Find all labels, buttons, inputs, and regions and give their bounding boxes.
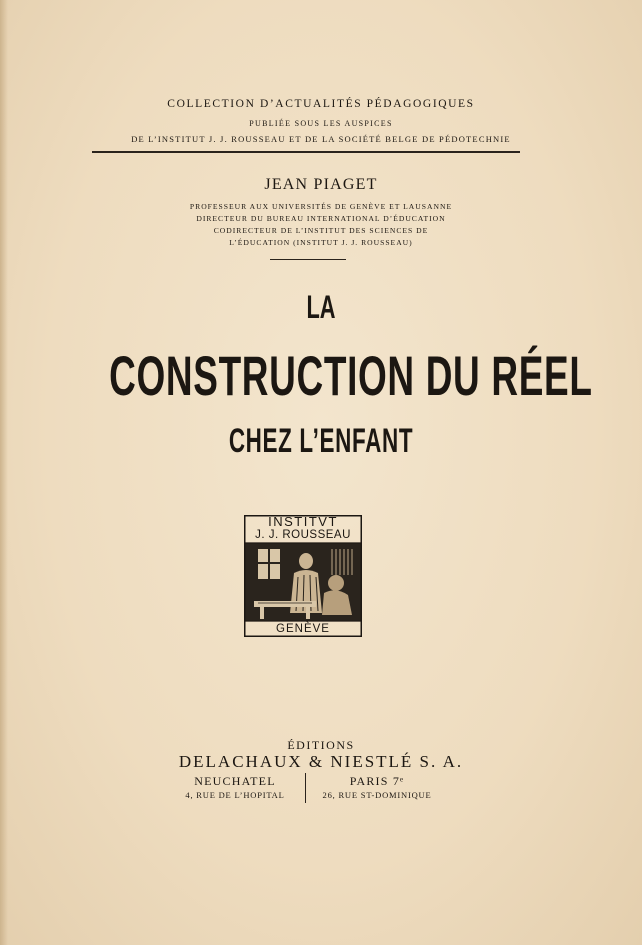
series-title: COLLECTION D’ACTUALITÉS PÉDAGOGIQUES [167, 98, 475, 110]
publisher-label: ÉDITIONS [287, 738, 355, 752]
credential-line: PROFESSEUR AUX UNIVERSITÉS DE GENÈVE ET LAUSANNE [189, 202, 453, 211]
series-sponsors: DE L’INSTITUT J. J. ROUSSEAU ET DE LA SOCIÉTÉ BELGE DE PÉDOTECHNIE [131, 134, 511, 144]
publisher-address-paris: 26, RUE ST-DOMINIQUE [322, 790, 432, 800]
credential-line: CODIRECTEUR DE L’INSTITUT DES SCIENCES DE [213, 226, 429, 235]
author-name: JEAN PIAGET [264, 176, 378, 193]
credential-line: DIRECTEUR DU BUREAU INTERNATIONAL D’ÉDUCATION [196, 214, 446, 223]
emblem-city: GENÈVE [276, 623, 330, 635]
credential-line: L’ÉDUCATION (INSTITUT J. J. ROUSSEAU) [229, 238, 413, 247]
book-subtitle: CHEZ L’ENFANT [228, 422, 414, 460]
book-title: CONSTRUCTION DU RÉEL [109, 344, 593, 407]
publisher-address-neuchatel: 4, RUE DE L’HOPITAL [185, 790, 285, 800]
author-divider [270, 259, 346, 260]
emblem-subtitle: J. J. ROUSSEAU [255, 529, 351, 541]
series-subtitle: PUBLIÉE SOUS LES AUSPICES [249, 119, 393, 128]
header-divider [92, 151, 520, 153]
address-divider [305, 773, 306, 803]
institute-emblem [244, 515, 362, 637]
publisher-city-neuchatel: NEUCHATEL [194, 774, 276, 788]
book-title-article: LA [306, 289, 336, 325]
publisher-name: DELACHAUX & NIESTLÉ S. A. [178, 752, 464, 771]
emblem-title: INSTITVT [268, 514, 338, 529]
publisher-city-paris: PARIS 7ᵉ [349, 774, 405, 788]
author-credentials [0, 201, 642, 249]
